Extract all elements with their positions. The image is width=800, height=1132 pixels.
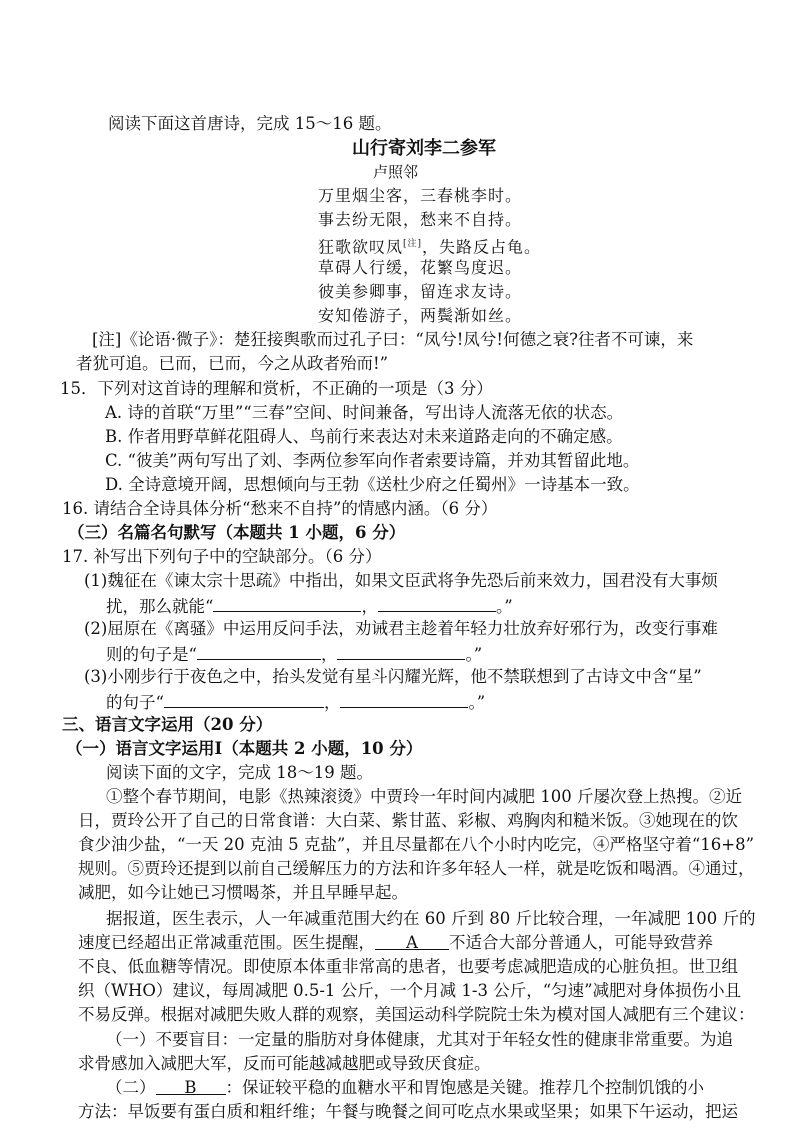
part-3-heading: 三、语言文字运用（20 分）: [62, 715, 273, 734]
q15-option-a: A. 诗的首联“万里”“三春”空间、时间兼备，写出诗人流落无依的状态。: [105, 403, 624, 422]
passage-blank-b[interactable]: B: [156, 1076, 226, 1095]
passage-p2-line-5: 不易反弹。根据对减肥失败人群的观察，美国运动科学院院士朱为模对国人减肥有三个建议：: [78, 1005, 755, 1024]
q17-stem: 17. 补写出下列句子中的空缺部分。（6 分）: [62, 547, 382, 566]
note-marker: [注]: [403, 239, 423, 249]
passage-blank-a[interactable]: A: [375, 931, 449, 950]
q16-stem: 16. 请结合全诗具体分析“愁来不自持”的情感内涵。（6 分）: [62, 499, 498, 518]
poem-title: 山行寄刘李二参军: [352, 138, 496, 159]
poem-line-1: 万里烟尘客，三春桃李时。: [318, 186, 523, 205]
passage-p1-line-1: ①整个春节期间，电影《热辣滚烫》中贾玲一年时间内减肥 100 斤屡次登上热搜。②近: [106, 787, 742, 806]
subsection-1-heading: （一）语言文字运用Ⅰ（本题共 2 小题，10 分）: [66, 739, 423, 758]
passage-intro: 阅读下面的文字，完成 18～19 题。: [106, 763, 373, 782]
q17-blank-1b[interactable]: [378, 593, 496, 612]
q15-option-b: B. 作者用野草鲜花阻碍人、鸟前行来表达对未来道路走向的不确定感。: [105, 427, 623, 446]
q17-item-1-prefix: 扰，那么就能“: [106, 597, 214, 616]
passage-p2-line-3: 不良、低血糖等情况。即使原本体重非常高的患者，也要考虑减肥造成的心脏负担。世卫组: [78, 957, 738, 976]
q17-item-1-line-1: (1)魏征在《谏太宗十思疏》中指出，如果文臣武将争先恐后前来效力，国君没有大事烦: [84, 571, 718, 590]
q15-option-d: D. 全诗意境开阔，思想倾向与王勃《送杜少府之任蜀州》一诗基本一致。: [105, 475, 640, 494]
section-3-heading: （三）名篇名句默写（本题共 1 小题，6 分）: [68, 523, 406, 542]
passage-p2-line-2: [78, 931, 713, 955]
q15-stem: 15．下列对这首诗的理解和赏析，不正确的一项是（3 分）: [60, 379, 493, 398]
q17-item-2-sep: ，: [320, 645, 338, 664]
passage-p4-line-2: 方法：早饭要有蛋白质和粗纤维；午餐与晚餐之间可吃点水果或坚果；如果下午运动，把运: [78, 1102, 738, 1121]
q17-blank-2a[interactable]: [197, 641, 321, 660]
poem-note-line-1: [注]《论语·微子》：楚狂接舆歌而过孔子曰：“凤兮!凤兮!何德之衰?往者不可谏，来: [92, 330, 694, 349]
q15-option-c: C. “彼美”两句写出了刘、李两位参军向作者索要诗篇，并劝其暂留此地。: [105, 451, 640, 470]
q17-item-2-end: 。”: [465, 645, 483, 664]
poem-line-4: 草碍人行缓，花繁鸟度迟。: [318, 258, 523, 277]
passage-p2-line-2-a: 速度已经超出正常减重范围。医生提醒，: [78, 933, 375, 952]
passage-p1-line-3: 食少油少盐，“一天 20 克油 5 克盐”，并且尽量都在八个小时内吃完，④严格坚守着“16+8”: [78, 835, 755, 854]
poem-intro: 阅读下面这首唐诗，完成 15～16 题。: [108, 114, 392, 133]
poem-line-3-b: ，失路反占龟。: [422, 237, 542, 257]
passage-p3-line-1: （一）不要盲目：一定量的脂肪对身体健康，尤其对于年轻女性的健康非常重要。为追: [106, 1030, 733, 1049]
passage-p4-line-1: [106, 1076, 704, 1100]
q17-blank-1a[interactable]: [213, 593, 361, 612]
poem-note-line-2: 者犹可追。已而，已而，今之从政者殆而!”: [76, 354, 389, 373]
passage-p4-line-1-a: （二）: [106, 1078, 156, 1097]
q17-item-1-end: 。”: [495, 597, 513, 616]
poem-author: 卢照邻: [373, 163, 419, 181]
q17-item-2-line-2: [106, 641, 482, 667]
passage-p3-line-2: 求骨感加入减肥大军，反而可能越减越肥或导致厌食症。: [78, 1054, 491, 1073]
passage-p2-line-4: 织（WHO）建议，每周减肥 0.5-1 公斤，一个月减 1-3 公斤，“匀速”减肥对身体损伤小且: [78, 981, 742, 1000]
q17-item-3-end: 。”: [468, 693, 486, 712]
q17-item-1-sep: ，: [361, 597, 378, 616]
q17-item-1-line-2: [106, 593, 513, 619]
passage-p1-line-4: 规则。⑤贾玲还提到以前自己缓解压力的方法和许多年轻人一样，就是吃饭和喝酒。④通过，: [78, 859, 755, 878]
poem-line-2: 事去纷无限，愁来不自持。: [318, 210, 523, 229]
q17-blank-3a[interactable]: [164, 689, 324, 708]
poem-line-3-a: 狂歌欲叹凤: [318, 237, 404, 257]
q17-item-3-sep: ，: [323, 693, 341, 712]
poem-line-5: 彼美参卿事，留连求友诗。: [318, 282, 523, 301]
q17-blank-3b[interactable]: [340, 689, 468, 708]
q17-item-2-prefix: 则的句子是“: [106, 645, 197, 664]
q17-item-2-line-1: (2)屈原在《离骚》中运用反问手法，劝诫君主趁着年轻力壮放弃好邪行为，改变行事难: [84, 619, 718, 638]
q17-blank-2b[interactable]: [337, 641, 465, 660]
passage-p2-line-2-b: 不适合大部分普通人，可能导致营养: [449, 933, 713, 952]
poem-line-6: 安知倦游子，两鬓渐如丝。: [318, 306, 523, 325]
q17-item-3-prefix: 的句子“: [106, 693, 164, 712]
passage-p1-line-5: 减肥，如今让她已习惯喝茶，并且早睡早起。: [78, 883, 408, 902]
passage-p2-line-1: 据报道，医生表示，人一年减重范围大约在 60 斤到 80 斤比较合理，一年减肥 100 斤的: [106, 909, 756, 928]
passage-p4-line-1-b: ：保证较平稳的血糖水平和胃饱感是关键。推荐几个控制饥饿的小: [225, 1078, 704, 1097]
q17-item-3-line-1: (3)小刚步行于夜色之中，抬头发觉有星斗闪耀光辉，他不禁联想到了古诗文中含“星”: [84, 667, 702, 686]
passage-p1-line-2: 日，贾玲公开了自己的日常食谱：大白菜、紫甘蓝、彩椒、鸡胸肉和糙米饭。③她现在的饮: [78, 811, 738, 830]
q17-item-3-line-2: [106, 689, 485, 715]
